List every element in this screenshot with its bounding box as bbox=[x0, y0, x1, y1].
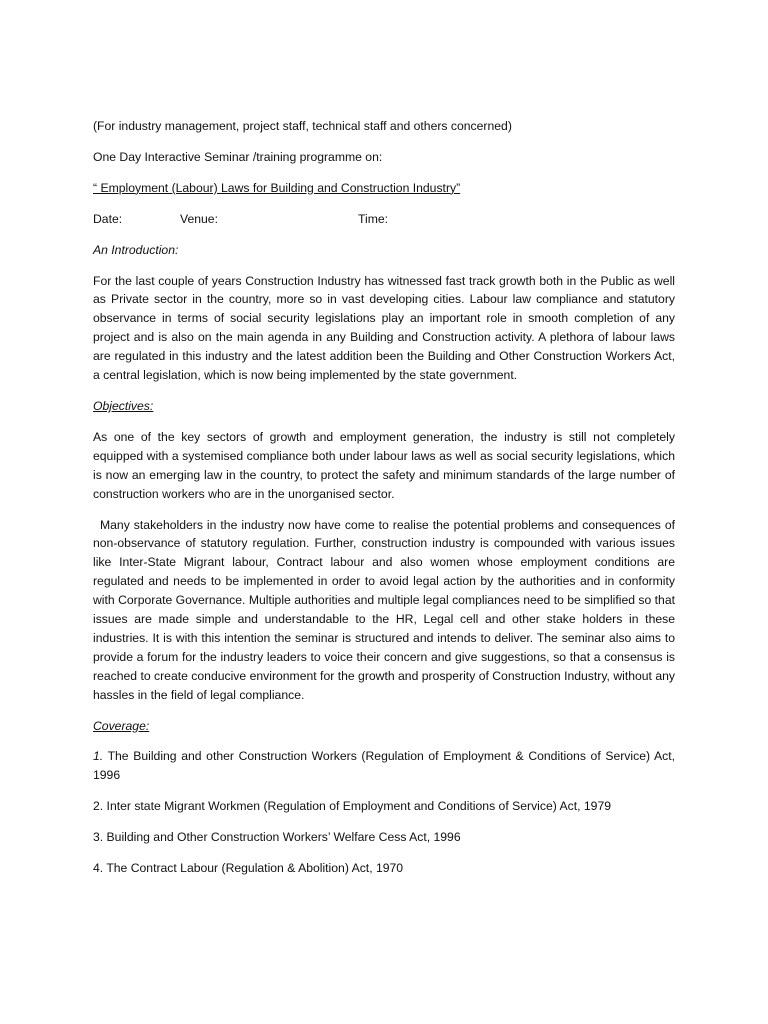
coverage-item bbox=[93, 828, 675, 847]
coverage-item-number: 1. bbox=[93, 749, 104, 764]
coverage-item-number: 3. bbox=[93, 830, 104, 845]
venue-label: Venue: bbox=[180, 211, 218, 226]
time-label: Time: bbox=[358, 211, 389, 226]
coverage-item-text: Building and Other Construction Workers’ Welfare Cess Act, 1996 bbox=[103, 830, 461, 845]
coverage-item-number: 2. bbox=[93, 799, 104, 814]
objectives-paragraph-2: Many stakeholders in the industry now have come to realise the potential problems and consequences of non-observance of statutory regulation. Further, construction industry is compounded with various issues like Inter-State Migrant labour, Contract labour and also women whose employment conditions are regulated and needs to be implemented in order to avoid legal action by the authorities and in conformity with Corporate Governance. Multiple authorities and multiple legal compliances need to be simplified so that issues are made simple and understandable to the HR, Legal cell and other stake holders in these industries. It is with this intention the seminar is structured and intends to deliver. The seminar also aims to provide a forum for the industry leaders to voice their concern and give suggestions, so that a consensus is reached to create conducive environment for the growth and prosperity of Construction Industry, without any hassles in the field of legal compliance. bbox=[93, 517, 675, 702]
intro-paragraph: For the last couple of years Construction Industry has witnessed fast track growth both in the Public as well as Private sector in the country, more so in vast developing cities. Labour law compliance and statutory observance in terms of social security legislations play an important role in smooth completion of any project and is also on the main agenda in any Building and Construction activity. A plethora of labour laws are regulated in this industry and the latest addition been the Building and Other Construction Workers Act, a central legislation, which is now being implemented by the state government. bbox=[93, 273, 675, 383]
coverage-item bbox=[93, 859, 675, 878]
coverage-item-number: 4. bbox=[93, 861, 104, 876]
seminar-title: “ Employment (Labour) Laws for Building and Construction Industry” bbox=[93, 180, 461, 195]
coverage-item bbox=[93, 747, 675, 785]
seminar-line: One Day Interactive Seminar /training programme on: bbox=[93, 149, 383, 164]
coverage-item-text: The Contract Labour (Regulation & Abolition) Act, 1970 bbox=[103, 861, 404, 876]
document-page bbox=[93, 117, 675, 890]
coverage-item-text: The Building and other Construction Workers (Regulation of Employment & Conditions of Service) Act, 1996 bbox=[93, 749, 675, 783]
intro-heading: An Introduction: bbox=[93, 242, 179, 257]
coverage-item bbox=[93, 797, 675, 816]
event-details bbox=[93, 210, 675, 229]
coverage-item-text: Inter state Migrant Workmen (Regulation of Employment and Conditions of Service) Act, 1979 bbox=[103, 799, 612, 814]
date-label: Date: bbox=[93, 211, 123, 226]
objectives-paragraph-1: As one of the key sectors of growth and employment generation, the industry is still not completely equipped with a systemised compliance both under labour laws as well as social security legislations, which is now an emerging law in the country, to protect the safety and minimum standards of the large number of construction workers who are in the unorganised sector. bbox=[93, 429, 675, 501]
objectives-heading: Objectives: bbox=[93, 398, 154, 413]
coverage-heading: Coverage: bbox=[93, 718, 150, 733]
audience-note: (For industry management, project staff, technical staff and others concerned) bbox=[93, 119, 512, 133]
